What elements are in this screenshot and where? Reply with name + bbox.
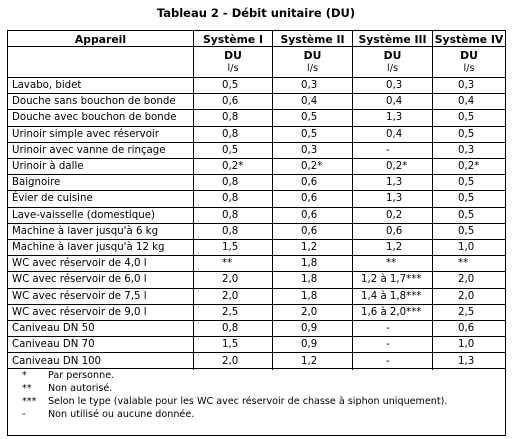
value-cell-system-1: 2,0: [194, 272, 273, 287]
value-cell-system-4: 0,5: [458, 209, 475, 221]
du-label: DU: [303, 49, 322, 62]
value-cell-system-4: 1,3: [458, 355, 475, 367]
appliance-cell: Machine à laver jusqu'à 12 kg: [8, 240, 194, 255]
value-cell-system-1: 0,8: [194, 175, 273, 190]
value-cell-system-1: 0,5: [194, 143, 273, 158]
value-cell-system-3: -: [353, 143, 433, 158]
header-system-3: Système III: [353, 31, 433, 46]
value-cell-system-1: 0,8: [194, 208, 273, 223]
flow-rate-table: [7, 30, 506, 369]
table-row: [8, 159, 505, 175]
value-cell-system-3: 0,6: [353, 224, 433, 239]
value-cell-system-2: 0,6: [273, 191, 353, 206]
value-cell-system-1: 1,5: [194, 337, 273, 352]
value-cell-system-2: 0,9: [273, 337, 353, 352]
footnote-text: Par personne.: [48, 370, 115, 381]
appliance-cell: Évier de cuisine: [8, 191, 194, 206]
table-row: [8, 289, 505, 305]
appliance-cell: Urinoir à dalle: [8, 159, 194, 174]
value-cell-system-2: 0,6: [273, 208, 353, 223]
value-cell-system-3: 1,6 à 2,0***: [353, 305, 433, 320]
value-cell-system-2: 1,2: [273, 353, 353, 369]
footnote-text: Non autorisé.: [48, 383, 113, 394]
header-appliance: Appareil: [8, 31, 194, 46]
value-cell-system-2: 2,0: [273, 305, 353, 320]
value-cell-system-2: 0,9: [273, 321, 353, 336]
appliance-cell: Douche sans bouchon de bonde: [8, 94, 194, 109]
value-cell-system-4: 0,5: [458, 225, 475, 237]
table-row: [8, 78, 505, 94]
unit-cell-3: [353, 47, 433, 77]
value-cell-system-4: 0,3: [458, 144, 475, 156]
value-cell-system-4: 2,0: [458, 274, 475, 286]
table-row: [8, 191, 505, 207]
value-cell-system-2: 0,6: [273, 175, 353, 190]
value-cell-system-1: 2,0: [194, 353, 273, 369]
appliance-cell: Lave-vaisselle (domestique): [8, 208, 194, 223]
value-cell-system-4: 2,0: [458, 290, 475, 302]
table-title: Tableau 2 - Débit unitaire (DU): [156, 6, 356, 20]
unit-row-blank: [8, 47, 194, 77]
du-label: DU: [383, 49, 402, 62]
value-cell-system-3: 0,2*: [353, 159, 433, 174]
header-system-1: Système I: [194, 31, 273, 46]
value-cell-system-4: 0,5: [458, 128, 475, 140]
value-cell-system-2: 0,4: [273, 94, 353, 109]
value-cell-system-4: 0,5: [458, 193, 475, 205]
table-row: [8, 305, 505, 321]
footnote: [22, 383, 112, 396]
footnote-symbol: *: [22, 370, 27, 381]
value-cell-system-2: 0,5: [273, 110, 353, 125]
value-cell-system-3: -: [353, 353, 433, 369]
value-cell-system-3: 0,4: [353, 94, 433, 109]
unit-label: l/s: [307, 63, 318, 74]
header-system-2: Système II: [273, 31, 353, 46]
value-cell-system-3: 1,3: [353, 110, 433, 125]
unit-cell-2: [273, 47, 353, 77]
header-row: [8, 31, 505, 47]
value-cell-system-4: 0,5: [458, 112, 475, 124]
value-cell-system-3: 0,3: [353, 78, 433, 93]
value-cell-system-1: 0,5: [194, 78, 273, 93]
table-row: [8, 240, 505, 256]
value-cell-system-1: 0,6: [194, 94, 273, 109]
value-cell-system-1: 0,8: [194, 110, 273, 125]
value-cell-system-3: 1,2 à 1,7***: [353, 272, 433, 287]
appliance-cell: Machine à laver jusqu'à 6 kg: [8, 224, 194, 239]
value-cell-system-2: 1,8: [273, 256, 353, 271]
footnote: [22, 396, 447, 409]
value-cell-system-4: 0,2*: [458, 161, 480, 173]
unit-cell-1: [194, 47, 273, 77]
value-cell-system-1: 2,5: [194, 305, 273, 320]
table-row: [8, 143, 505, 159]
footnote-symbol: **: [22, 383, 32, 394]
header-system-4: Système IV: [434, 33, 504, 46]
value-cell-system-3: 1,3: [353, 191, 433, 206]
value-cell-system-4: 1,0: [458, 242, 475, 254]
table-row: [8, 337, 505, 353]
value-cell-system-2: 0,6: [273, 224, 353, 239]
value-cell-system-2: 0,3: [273, 143, 353, 158]
appliance-cell: Caniveau DN 50: [8, 321, 194, 336]
appliance-cell: Caniveau DN 100: [8, 353, 194, 369]
value-cell-system-1: **: [194, 256, 273, 271]
value-cell-system-3: 1,2: [353, 240, 433, 255]
value-cell-system-3: -: [353, 321, 433, 336]
value-cell-system-2: 1,2: [273, 240, 353, 255]
table-row: [8, 94, 505, 110]
appliance-cell: WC avec réservoir de 7,5 l: [8, 289, 194, 304]
footnote-text: Selon le type (valable pour les WC avec réservoir de chasse à siphon uniquement).: [48, 396, 448, 407]
value-cell-system-2: 0,3: [273, 78, 353, 93]
value-cell-system-1: 0,8: [194, 127, 273, 142]
value-cell-system-1: 0,8: [194, 191, 273, 206]
appliance-cell: Urinoir simple avec réservoir: [8, 127, 194, 142]
unit-cell-4: [433, 47, 505, 77]
appliance-cell: Douche avec bouchon de bonde: [8, 110, 194, 125]
value-cell-system-3: 0,2: [353, 208, 433, 223]
footnote: [22, 409, 194, 422]
value-cell-system-1: 0,2*: [194, 159, 273, 174]
table-row: [8, 256, 505, 272]
footnote-symbol: ***: [22, 396, 37, 407]
value-cell-system-2: 0,5: [273, 127, 353, 142]
appliance-cell: WC avec réservoir de 6,0 l: [8, 272, 194, 287]
appliance-cell: Urinoir avec vanne de rinçage: [8, 143, 194, 158]
appliance-cell: WC avec réservoir de 4,0 l: [8, 256, 194, 271]
footnote: [22, 370, 114, 383]
value-cell-system-4: 0,3: [458, 80, 475, 92]
appliance-cell: Baignoire: [8, 175, 194, 190]
value-cell-system-4: 2,5: [458, 306, 475, 318]
table-row: [8, 321, 505, 337]
value-cell-system-1: 0,8: [194, 321, 273, 336]
value-cell-system-1: 2,0: [194, 289, 273, 304]
value-cell-system-3: **: [353, 256, 433, 271]
table-row: [8, 127, 505, 143]
value-cell-system-2: 1,8: [273, 289, 353, 304]
table-row: [8, 208, 505, 224]
value-cell-system-1: 0,8: [194, 224, 273, 239]
du-label: DU: [460, 49, 478, 62]
footnote-text: Non utilisé ou aucune donnée.: [48, 409, 195, 420]
value-cell-system-4: 0,4: [458, 96, 475, 108]
appliance-cell: Caniveau DN 70: [8, 337, 194, 352]
value-cell-system-3: -: [353, 337, 433, 352]
value-cell-system-3: 0,4: [353, 127, 433, 142]
unit-label: l/s: [387, 63, 398, 74]
table-row: [8, 272, 505, 288]
footnotes: [7, 368, 506, 436]
du-label: DU: [224, 49, 242, 62]
value-cell-system-2: 0,2*: [273, 159, 353, 174]
table-row: [8, 175, 505, 191]
table-row: [8, 224, 505, 240]
unit-row: [8, 47, 505, 78]
value-cell-system-2: 1,8: [273, 272, 353, 287]
value-cell-system-4: 0,6: [458, 323, 475, 335]
appliance-cell: Lavabo, bidet: [8, 78, 194, 93]
unit-label: l/s: [463, 63, 475, 74]
value-cell-system-4: **: [458, 258, 469, 270]
appliance-cell: WC avec réservoir de 9,0 l: [8, 305, 194, 320]
footnote-symbol: -: [22, 409, 26, 420]
value-cell-system-4: 1,0: [458, 339, 475, 351]
value-cell-system-4: 0,5: [458, 177, 475, 189]
unit-label: l/s: [227, 63, 239, 74]
table-row: [8, 110, 505, 126]
value-cell-system-3: 1,4 à 1,8***: [353, 289, 433, 304]
value-cell-system-1: 1,5: [194, 240, 273, 255]
value-cell-system-3: 1,3: [353, 175, 433, 190]
